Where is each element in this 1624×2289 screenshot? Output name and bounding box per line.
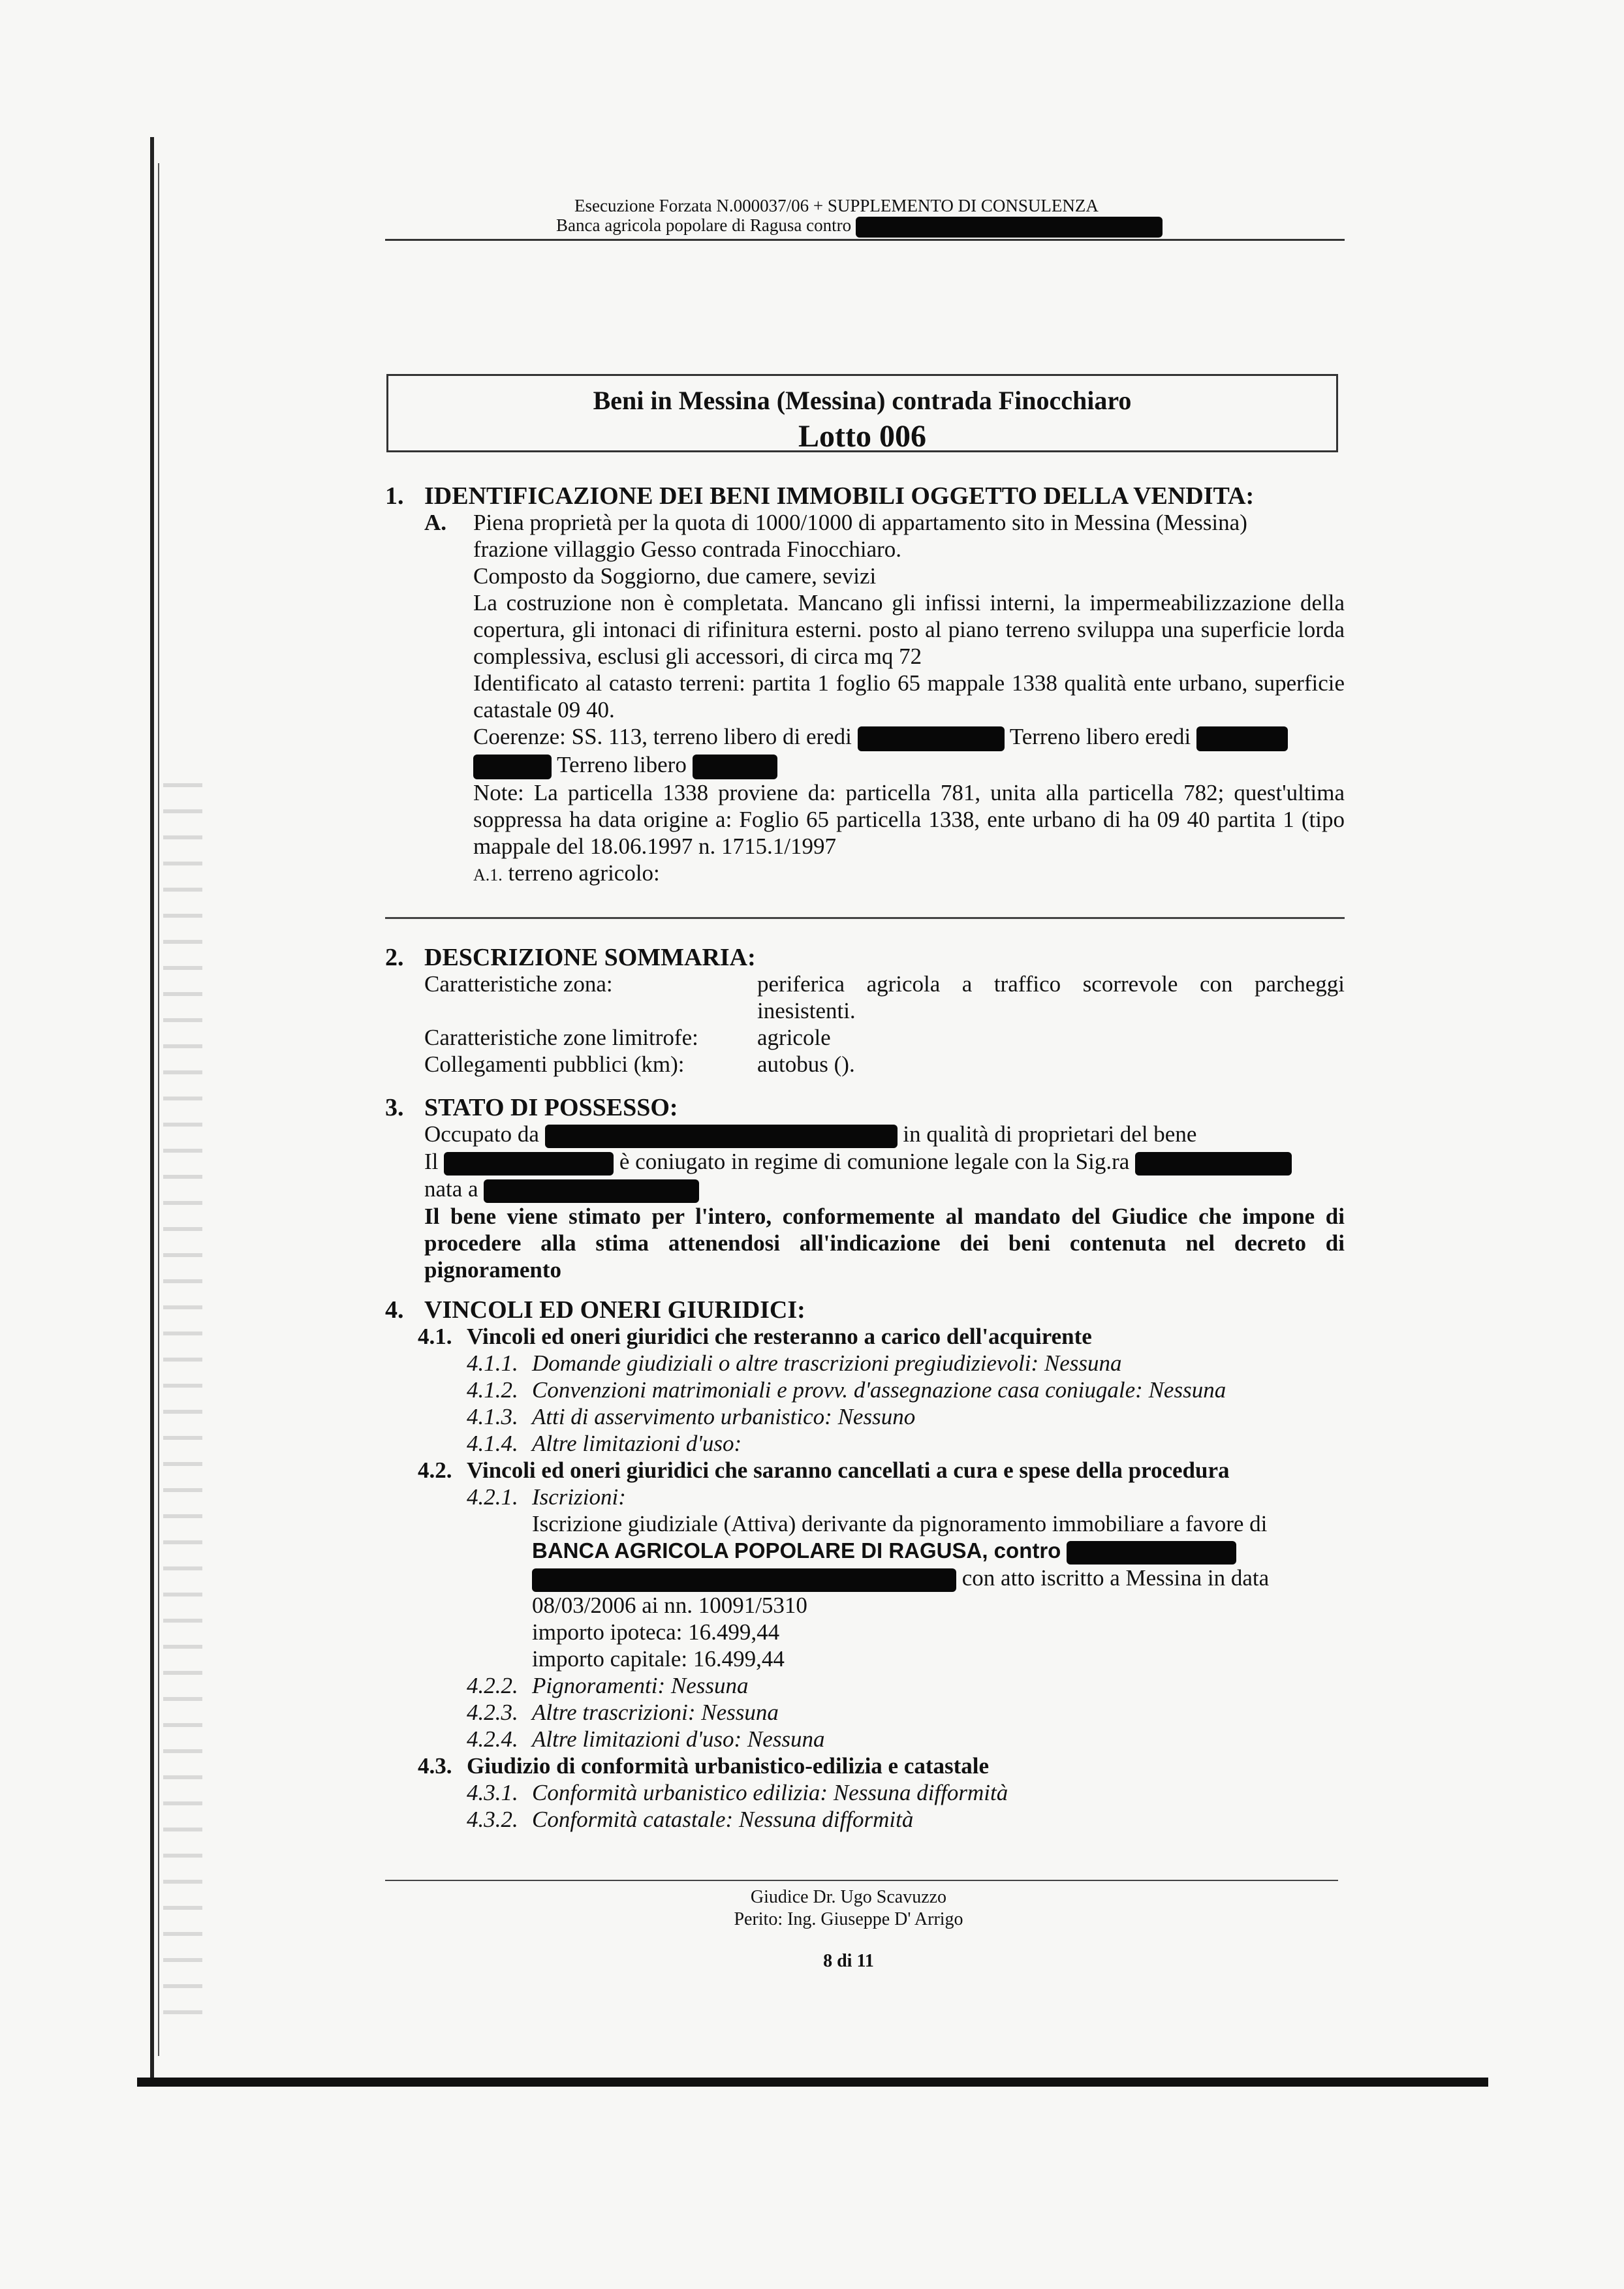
redaction xyxy=(545,1125,898,1148)
redaction xyxy=(532,1568,956,1592)
item-a: A. Piena proprietà per la quota di 1000/1000 di appartamento sito in Messina (Messina) frazione villaggio Gesso contrada Finocchiaro. Composto da Soggiorno, due camere, sevizi La costruzione non è completata. Mancano gli infissi interni, la impermeabilizzazione della copertura, gli intonaci di rifinitura esterni. posto al piano terreno sviluppa una superficie lorda complessiva, esclusi gli accessori, di circa mq 72 Identificato al catasto terreni: partita 1 foglio 65 mappale 1338 qualità ente urbano, superficie catastale 09 40. Coerenze: SS. 113, terreno libero di eredi Terreno libero eredi Terreno libero Note: La particella 1338 proviene da: particella 781, unita alla particella 782; quest'ultima soppressa ha data origine a: Foglio 65 particella 1338, ente urbano di ha 09 40 partita 1 (tipo mappale del 18.06.1997 n. 1715.1/1997 A.1. terreno agricolo: xyxy=(424,510,1345,886)
redaction xyxy=(1067,1541,1236,1565)
subsection-4-3: 4.3. Giudizio di conformità urbanistico-edilizia e catastale xyxy=(418,1752,990,1779)
header-rule xyxy=(385,239,1345,241)
iscrizione-block: Iscrizione giudiziale (Attiva) derivante da pignoramento immobiliare a favore di BANCA AGRICOLA POPOLARE DI RAGUSA, contro con atto iscritto a Messina in data 08/03/2006 ai nn. 10091/5310 importo ipoteca: 16.499,44 importo capitale: 16.499,44 xyxy=(532,1511,1270,1672)
redaction xyxy=(1135,1152,1292,1176)
coerenze: Coerenze: SS. 113, terreno libero di eredi Terreno libero eredi xyxy=(473,723,1345,751)
header-line2: Banca agricola popolare di Ragusa contro xyxy=(556,215,1163,238)
section-3-heading: 3. STATO DI POSSESSO: xyxy=(385,1094,678,1121)
subsection-4-1: 4.1. Vincoli ed oneri giuridici che resteranno a carico dell'acquirente xyxy=(418,1324,1092,1349)
page-footer xyxy=(646,1886,1051,1972)
footer-judge: Giudice Dr. Ugo Scavuzzo xyxy=(750,1887,947,1907)
scan-bottom-edge xyxy=(137,2078,1488,2087)
section-divider xyxy=(385,917,1345,919)
section-4-heading: 4. VINCOLI ED ONERI GIURIDICI: xyxy=(385,1296,805,1324)
scan-edge-inner xyxy=(158,163,159,2056)
redaction xyxy=(856,217,1163,238)
lot-location: Beni in Messina (Messina) contrada Finocchiaro xyxy=(593,386,1132,415)
footer-expert: Perito: Ing. Giuseppe D' Arrigo xyxy=(734,1909,963,1929)
redaction xyxy=(444,1152,614,1176)
redaction xyxy=(693,755,777,779)
scan-edge xyxy=(150,137,154,2082)
running-header xyxy=(556,196,1163,238)
section-2-heading: 2. DESCRIZIONE SOMMARIA: xyxy=(385,944,756,971)
footer-rule xyxy=(385,1880,1338,1881)
redaction xyxy=(484,1179,699,1203)
section-3-body: Occupato da in qualità di proprietari del bene Il è coniugato in regime di comunione legale con la Sig.ra nata a Il bene viene stimato per l'intero, conformemente al mandato del Giudice che impone di procedere alla stima attenendosi all'indicazione dei beni contenuta nel decreto di pignoramento xyxy=(424,1121,1345,1283)
redaction xyxy=(858,726,1005,751)
desc-row: Caratteristiche zona: periferica agricola a traffico scorrevole con parcheggi inesistenti. xyxy=(424,971,1345,1023)
lot-number: Lotto 006 xyxy=(798,419,926,454)
section-1-heading: 1. IDENTIFICAZIONE DEI BENI IMMOBILI OGGETTO DELLA VENDITA: xyxy=(385,482,1255,510)
redaction xyxy=(473,755,552,779)
lot-title-box xyxy=(386,374,1338,452)
section-1-body xyxy=(424,509,1345,888)
header-line1: Esecuzione Forzata N.000037/06 + SUPPLEMENTO DI CONSULENZA xyxy=(574,196,1099,215)
subsection-4-2: 4.2. Vincoli ed oneri giuridici che saranno cancellati a cura e spese della procedura xyxy=(418,1457,1230,1483)
scan-noise xyxy=(163,783,202,2023)
desc-row: Caratteristiche zone limitrofe: agricole xyxy=(424,1025,831,1050)
page-number: 8 di 11 xyxy=(823,1951,874,1971)
redaction xyxy=(1196,726,1288,751)
desc-row: Collegamenti pubblici (km): autobus (). xyxy=(424,1051,855,1077)
section-2-body xyxy=(424,971,1345,1078)
section-4-body: 4.1. Vincoli ed oneri giuridici che resteranno a carico dell'acquirente 4.1.1. Domande giudiziali o altre trascrizioni pregiudizievoli: Nessuna 4.1.2. Convenzioni matrimoniali e provv. d'assegnazione casa coniugale: Nessuna 4.1.3. Atti di asservimento urbanistico: Nessuno 4.1.4. Altre limitazioni d'uso: 4.2. Vincoli ed oneri giuridici che saranno cancellati a cura e spese della procedura 4.2.1. Iscrizioni: Iscrizione giudiziale (Attiva) derivante da pignoramento immobiliare a favore di BANCA AGRICOLA POPOLARE DI RAGUSA, contro con atto iscritto a Messina in data 08/03/2006 ai nn. 10091/5310 importo ipoteca: 16.499,44 importo capitale: 16.499,44 4.2.2. Pignoramenti: Nessuna 4.2.3. Altre trascrizioni: Nessuna 4.2.4. Altre limitazioni d'uso: Nessuna 4.3. Giudizio di conformità urbanistico-edilizia e catastale 4.3.1. Conformità urbanistico edilizia: Nessuna difformità 4.3.2. Conformità catastale: Nessuna difformità xyxy=(418,1323,1345,1833)
